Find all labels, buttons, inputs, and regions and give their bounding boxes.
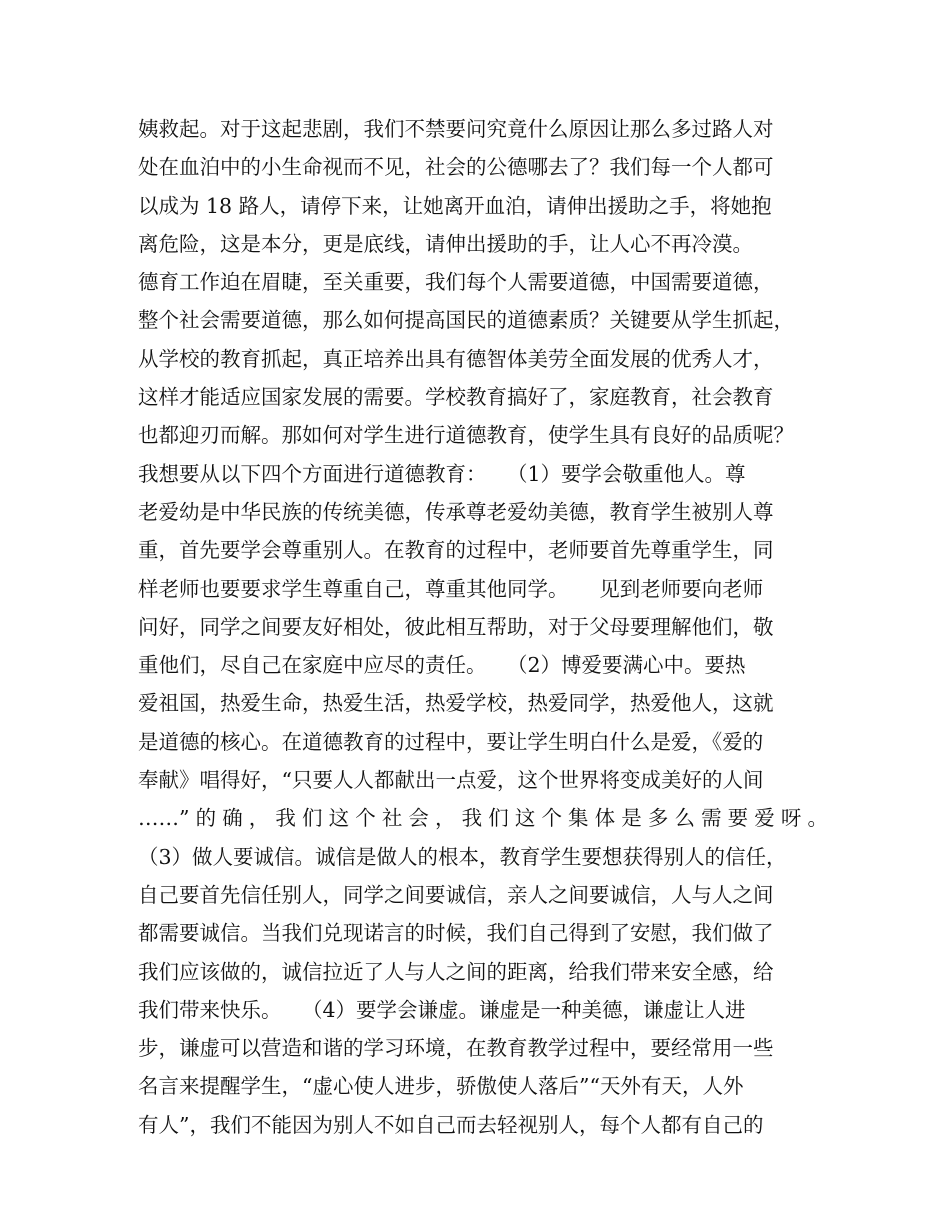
text-line: 这样才能适应国家发展的需要。学校教育搞好了，家庭教育，社会教育: [138, 385, 774, 410]
text-line: 我们应该做的，诚信拉近了人与人之间的距离，给我们带来安全感，给: [138, 959, 774, 984]
text-line: （3）做人要诚信。诚信是做人的根本，教育学生要想获得别人的信任，: [138, 844, 787, 869]
text-line: 重，首先要学会尊重别人。在教育的过程中，老师要首先尊重学生，同: [138, 538, 774, 563]
text-line: 爱祖国，热爱生命，热爱生活，热爱学校，热爱同学，热爱他人，这就: [138, 691, 774, 716]
text-line: 也都迎刃而解。那如何对学生进行道德教育，使学生具有良好的品质呢？: [138, 423, 794, 448]
text-line: 离危险，这是本分，更是底线，请伸出援助的手，让人心不再冷漠。: [138, 231, 753, 256]
text-line: 以成为 18 路人，请停下来，让她离开血泊，请伸出援助之手，将她抱: [138, 193, 772, 218]
text-line: 重他们，尽自己在家庭中应尽的责任。 （2）博爱要满心中。要热: [138, 653, 746, 678]
text-line: ……”的确，我们这个社会，我们这个集体是多么需要爱呀。: [138, 806, 828, 831]
text-line: 我想要从以下四个方面进行道德教育： （1）要学会敬重他人。尊: [138, 461, 746, 486]
text-line: 样老师也要要求学生尊重自己，尊重其他同学。 见到老师要向老师: [138, 576, 764, 601]
text-line: 步，谦虚可以营造和谐的学习环境，在教育教学过程中，要经常用一些: [138, 1036, 774, 1061]
text-line: 整个社会需要道德，那么如何提高国民的道德素质？关键要从学生抓起，: [138, 308, 794, 333]
text-line: 是道德的核心。在道德教育的过程中，要让学生明白什么是爱，《爱的: [138, 729, 764, 754]
text-line: 都需要诚信。当我们兑现诺言的时候，我们自己得到了安慰，我们做了: [138, 921, 774, 946]
text-line: 有人”，我们不能因为别人不如自己而去轻视别人，每个人都有自己的: [138, 1112, 764, 1137]
text-line: 从学校的教育抓起，真正培养出具有德智体美劳全面发展的优秀人才，: [138, 346, 774, 371]
text-line: 奉献》唱得好，“只要人人都献出一点爱，这个世界将变成美好的人间: [138, 768, 764, 793]
text-line: 我们带来快乐。 （4）要学会谦虚。谦虚是一种美德，谦虚让人进: [138, 997, 746, 1022]
text-line: 处在血泊中的小生命视而不见，社会的公德哪去了？我们每一个人都可: [138, 155, 774, 180]
text-line: 老爱幼是中华民族的传统美德，传承尊老爱幼美德，教育学生被别人尊: [138, 499, 774, 524]
body-text: [138, 110, 828, 1144]
text-line: 名言来提醒学生，“虚心使人进步，骄傲使人落后”“天外有天，人外: [138, 1074, 744, 1099]
text-line: 德育工作迫在眉睫，至关重要，我们每个人需要道德，中国需要道德，: [138, 270, 774, 295]
text-line: 姨救起。对于这起悲剧，我们不禁要问究竟什么原因让那么多过路人对: [138, 117, 774, 141]
text-line: 问好，同学之间要友好相处，彼此相互帮助，对于父母要理解他们，敬: [138, 614, 774, 639]
text-line: 自己要首先信任别人，同学之间要诚信，亲人之间要诚信，人与人之间: [138, 882, 774, 907]
